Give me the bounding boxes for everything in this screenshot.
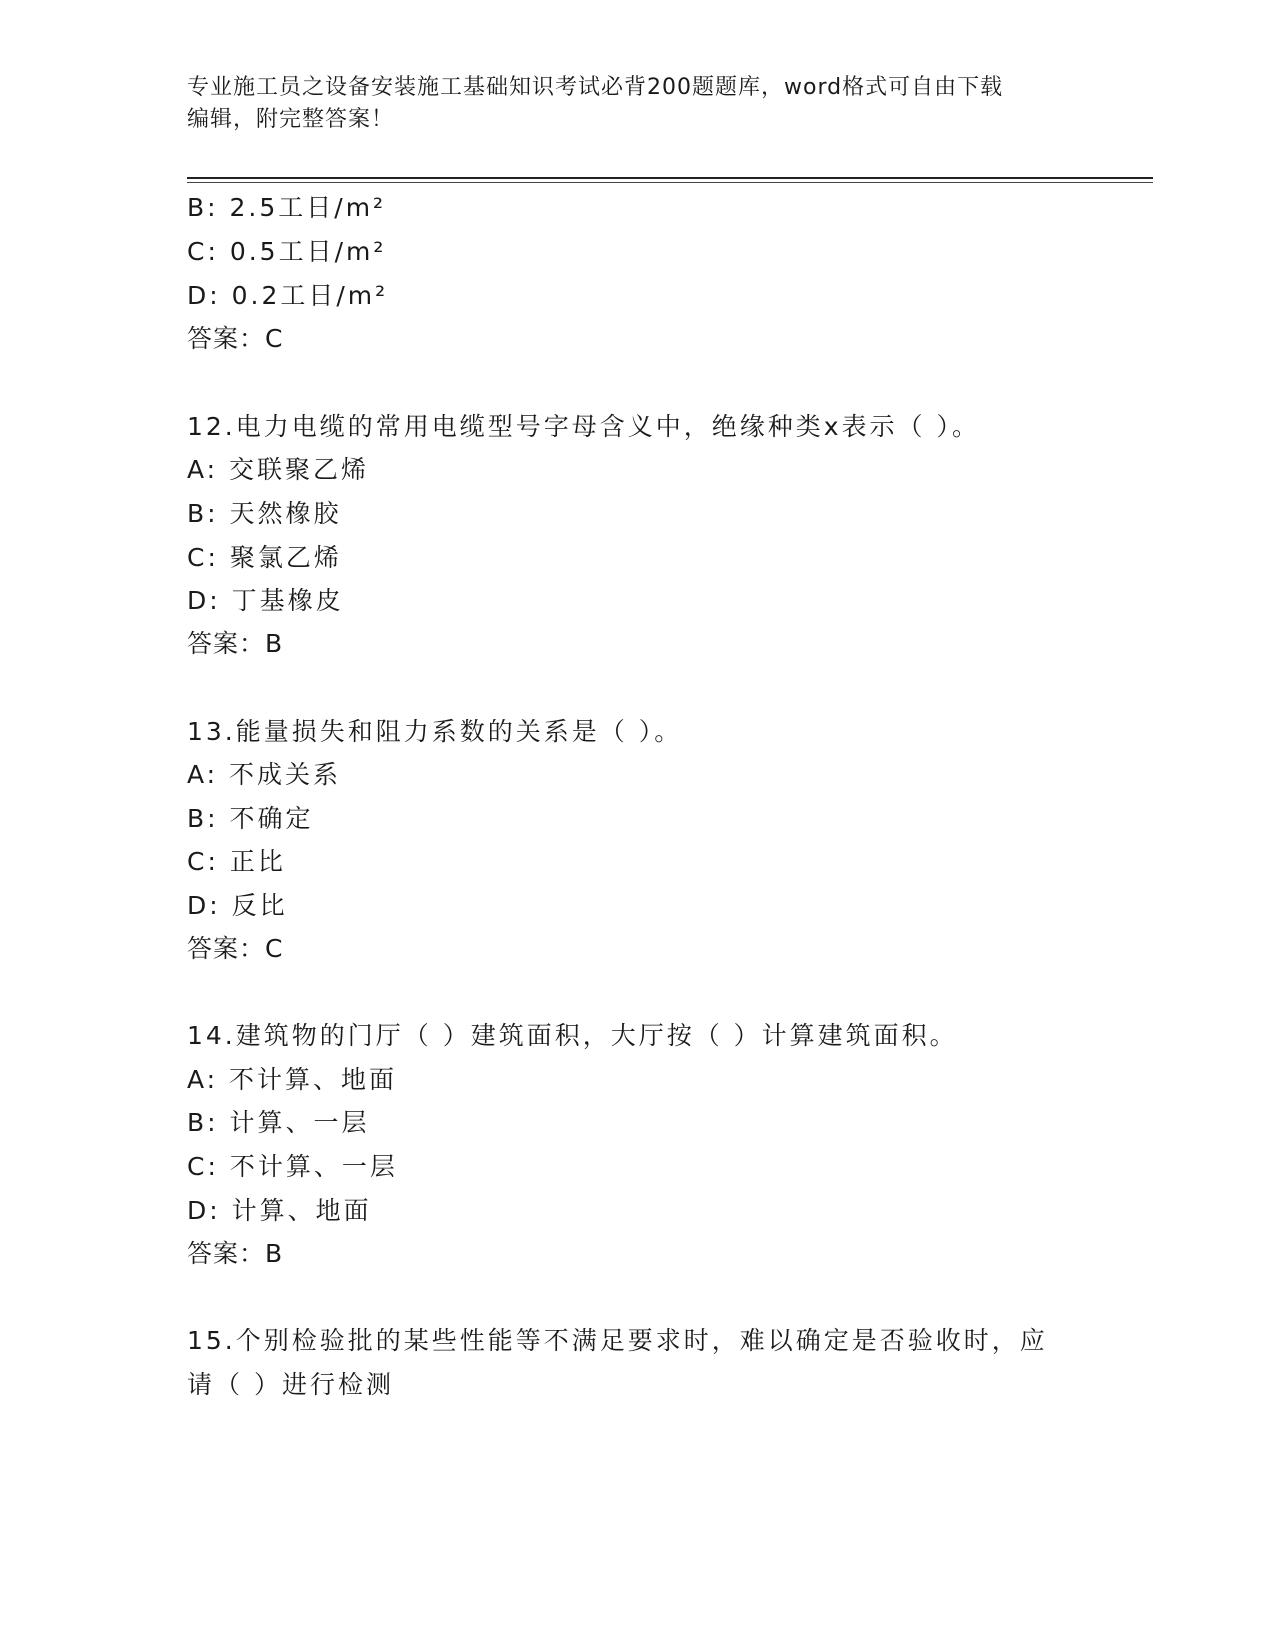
header-line-2: 编辑，附完整答案！ bbox=[187, 107, 395, 132]
q12-option-a: A: 交联聚乙烯 bbox=[187, 455, 370, 484]
q14-stem: 14.建筑物的门厅（ ）建筑面积，大厅按（ ）计算建筑面积。 bbox=[187, 1021, 958, 1050]
q13-option-b: B: 不确定 bbox=[187, 804, 314, 833]
q13-option-a: A: 不成关系 bbox=[187, 760, 342, 789]
q12-option-d: D: 丁基橡皮 bbox=[187, 586, 344, 615]
q11-option-c: C: 0.5工日/m² bbox=[187, 237, 387, 266]
q13-stem: 13.能量损失和阻力系数的关系是（ ）。 bbox=[187, 717, 683, 746]
q15-stem-line-2: 请（ ）进行检测 bbox=[187, 1370, 394, 1399]
q13-answer: 答案：C bbox=[187, 934, 284, 963]
q14-option-c: C: 不计算、一层 bbox=[187, 1152, 398, 1181]
q14-answer: 答案：B bbox=[187, 1239, 284, 1268]
q13-option-d: D: 反比 bbox=[187, 891, 288, 920]
q14-option-b: B: 计算、一层 bbox=[187, 1108, 370, 1137]
q12-option-c: C: 聚氯乙烯 bbox=[187, 543, 342, 572]
q12-stem: 12.电力电缆的常用电缆型号字母含义中，绝缘种类x表示（ ）。 bbox=[187, 412, 981, 441]
q15-stem-line-1: 15.个别检验批的某些性能等不满足要求时，难以确定是否验收时，应 bbox=[187, 1326, 1048, 1355]
q12-answer: 答案：B bbox=[187, 629, 284, 658]
header-line-1: 专业施工员之设备安装施工基础知识考试必背200题题库，word格式可自由下载 bbox=[187, 75, 1004, 100]
q11-option-d: D: 0.2工日/m² bbox=[187, 281, 389, 310]
header-divider-thick bbox=[187, 177, 1153, 179]
q14-option-a: A: 不计算、地面 bbox=[187, 1065, 398, 1094]
q11-answer: 答案：C bbox=[187, 324, 284, 353]
document-header bbox=[187, 72, 1087, 136]
q11-option-b: B: 2.5工日/m² bbox=[187, 193, 387, 222]
q14-option-d: D: 计算、地面 bbox=[187, 1196, 372, 1225]
q13-option-c: C: 正比 bbox=[187, 847, 286, 876]
q12-option-b: B: 天然橡胶 bbox=[187, 499, 342, 528]
header-divider-thin bbox=[187, 182, 1153, 183]
